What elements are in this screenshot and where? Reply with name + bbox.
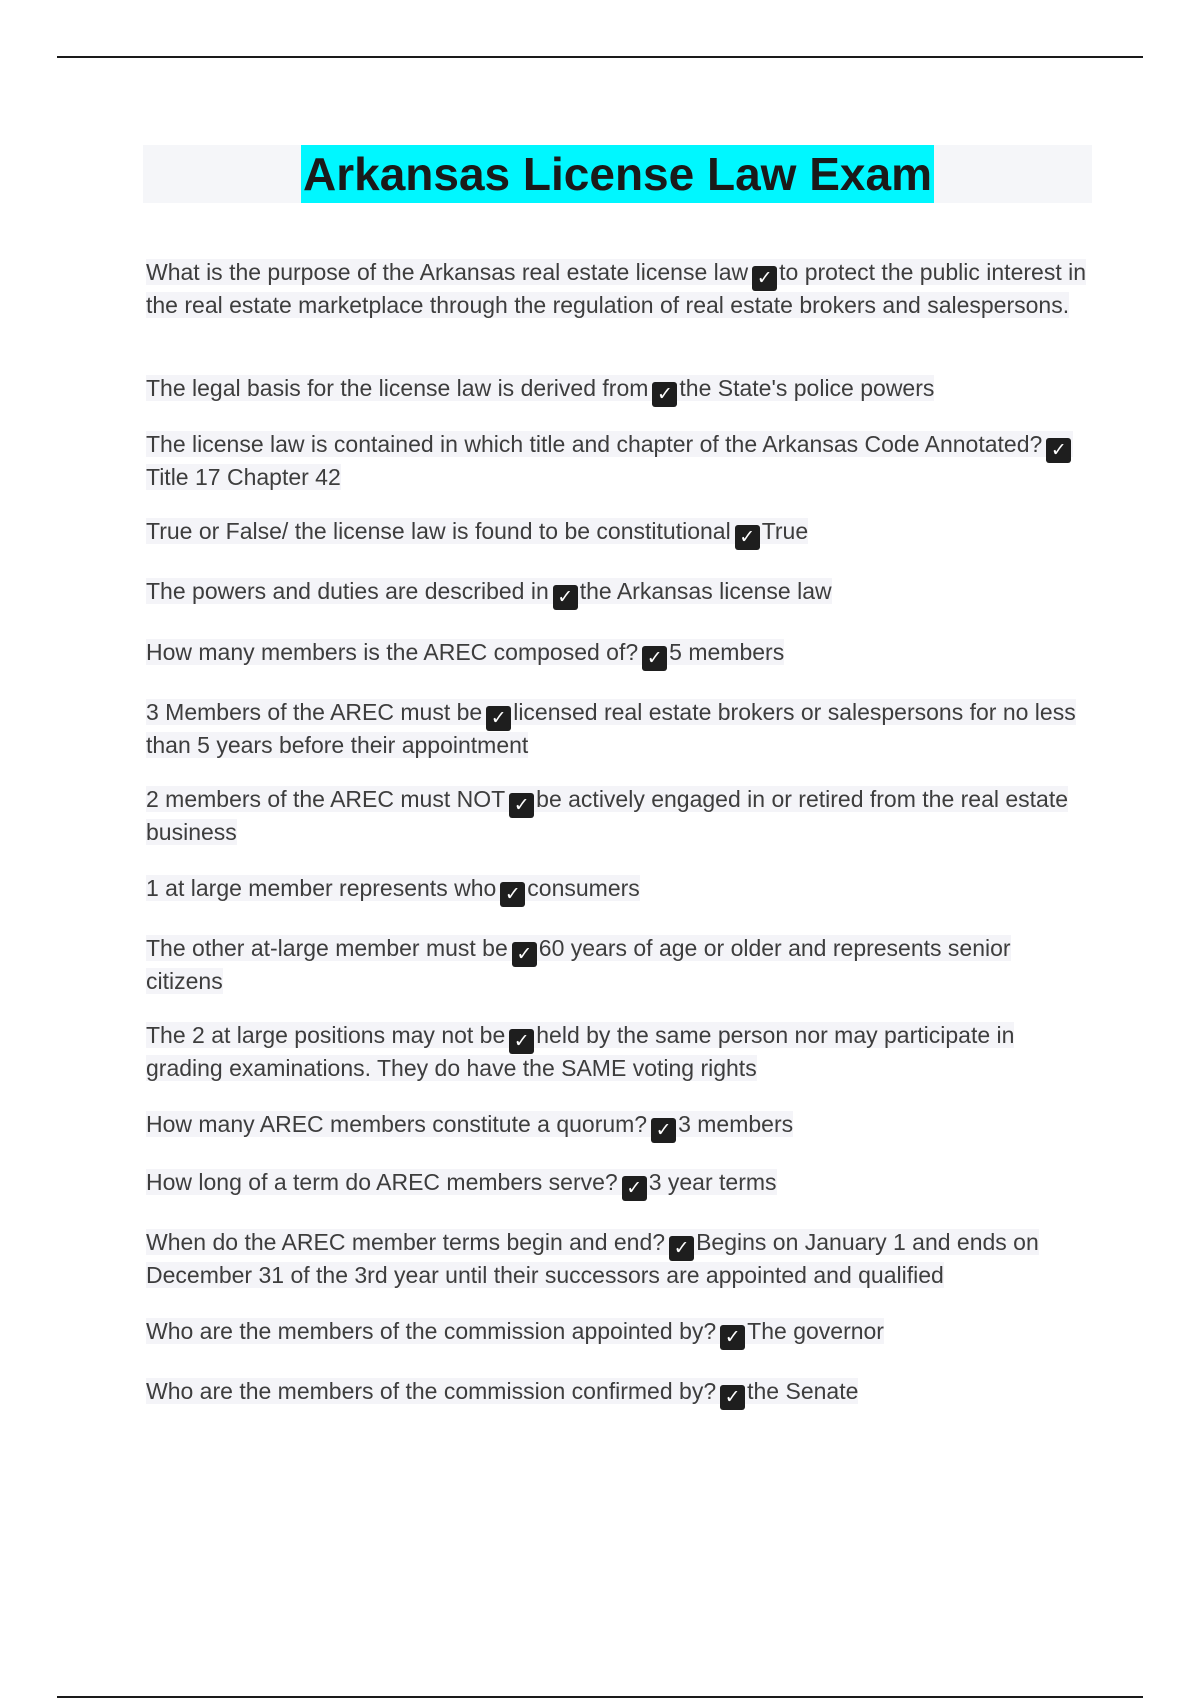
question-text: When do the AREC member terms begin and end? [146,1229,666,1255]
answer-text: be actively engaged in or retired from the real estate business [146,786,1069,845]
top-rule [57,56,1143,58]
checkmark-icon: ✓ [553,585,578,610]
checkmark-icon: ✓ [509,793,534,818]
checkmark-icon: ✓ [720,1385,745,1410]
answer-text: the Senate [747,1378,859,1404]
question-text: 2 members of the AREC must NOT [146,786,506,812]
qa-item [146,1317,1091,1350]
answer-text: 60 years of age or older and represents senior citizens [146,935,1011,994]
checkmark-icon: ✓ [752,266,777,291]
qa-item [146,1228,1091,1290]
checkmark-icon: ✓ [486,706,511,731]
title-band [143,145,1092,203]
checkmark-icon: ✓ [642,646,667,671]
answer-text: 3 year terms [648,1169,777,1195]
question-text: The 2 at large positions may not be [146,1022,506,1048]
question-text: How many members is the AREC composed of? [146,639,639,665]
qa-item [146,1168,1091,1201]
qa-item [146,374,1091,407]
qa-item [146,1110,1091,1143]
qa-item [146,698,1091,760]
checkmark-icon: ✓ [652,382,677,407]
qa-item [146,1377,1091,1410]
answer-text: Title 17 Chapter 42 [146,464,341,490]
answer-text: held by the same person nor may participate in grading examinations. They do have the SAME voting rights [146,1022,1015,1081]
question-text: What is the purpose of the Arkansas real estate license law [146,259,749,285]
checkmark-icon: ✓ [512,942,537,967]
checkmark-icon: ✓ [1046,438,1071,463]
question-text: How long of a term do AREC members serve? [146,1169,618,1195]
checkmark-icon: ✓ [622,1176,647,1201]
document-title: Arkansas License Law Exam [301,145,934,203]
question-text: True or False/ the license law is found to be constitutional [146,518,731,544]
answer-text: 3 members [678,1111,794,1137]
question-text: The other at-large member must be [146,935,508,961]
question-text: 1 at large member represents who [146,875,497,901]
answer-text: the State's police powers [679,375,935,401]
question-text: Who are the members of the commission appointed by? [146,1318,717,1344]
answer-text: licensed real estate brokers or salespersons for no less than 5 years before their appointment [146,699,1076,758]
answer-text: the Arkansas license law [579,578,832,604]
checkmark-icon: ✓ [720,1325,745,1350]
question-text: Who are the members of the commission confirmed by? [146,1378,717,1404]
question-text: The powers and duties are described in [146,578,549,604]
checkmark-icon: ✓ [651,1118,676,1143]
answer-text: 5 members [669,639,785,665]
question-text: How many AREC members constitute a quorum? [146,1111,648,1137]
question-text: 3 Members of the AREC must be [146,699,483,725]
qa-item [146,430,1091,492]
checkmark-icon: ✓ [669,1236,694,1261]
qa-item [146,517,1091,550]
answer-text: True [761,518,809,544]
qa-item [146,785,1091,847]
answer-text: Begins on January 1 and ends on December 31 of the 3rd year until their successors are appointed and qualified [146,1229,1039,1288]
bottom-rule [57,1696,1143,1698]
answer-text: consumers [527,875,640,901]
qa-item [146,1021,1091,1083]
qa-item [146,638,1091,671]
qa-item [146,577,1091,610]
qa-item [146,874,1091,907]
qa-item [146,258,1091,320]
checkmark-icon: ✓ [509,1029,534,1054]
answer-text: to protect the public interest in the real estate marketplace through the regulation of real estate brokers and salespersons. [146,259,1086,318]
qa-item [146,934,1091,996]
answer-text: The governor [747,1318,884,1344]
question-text: The license law is contained in which title and chapter of the Arkansas Code Annotated? [146,431,1043,457]
checkmark-icon: ✓ [500,882,525,907]
question-text: The legal basis for the license law is derived from [146,375,649,401]
checkmark-icon: ✓ [735,525,760,550]
